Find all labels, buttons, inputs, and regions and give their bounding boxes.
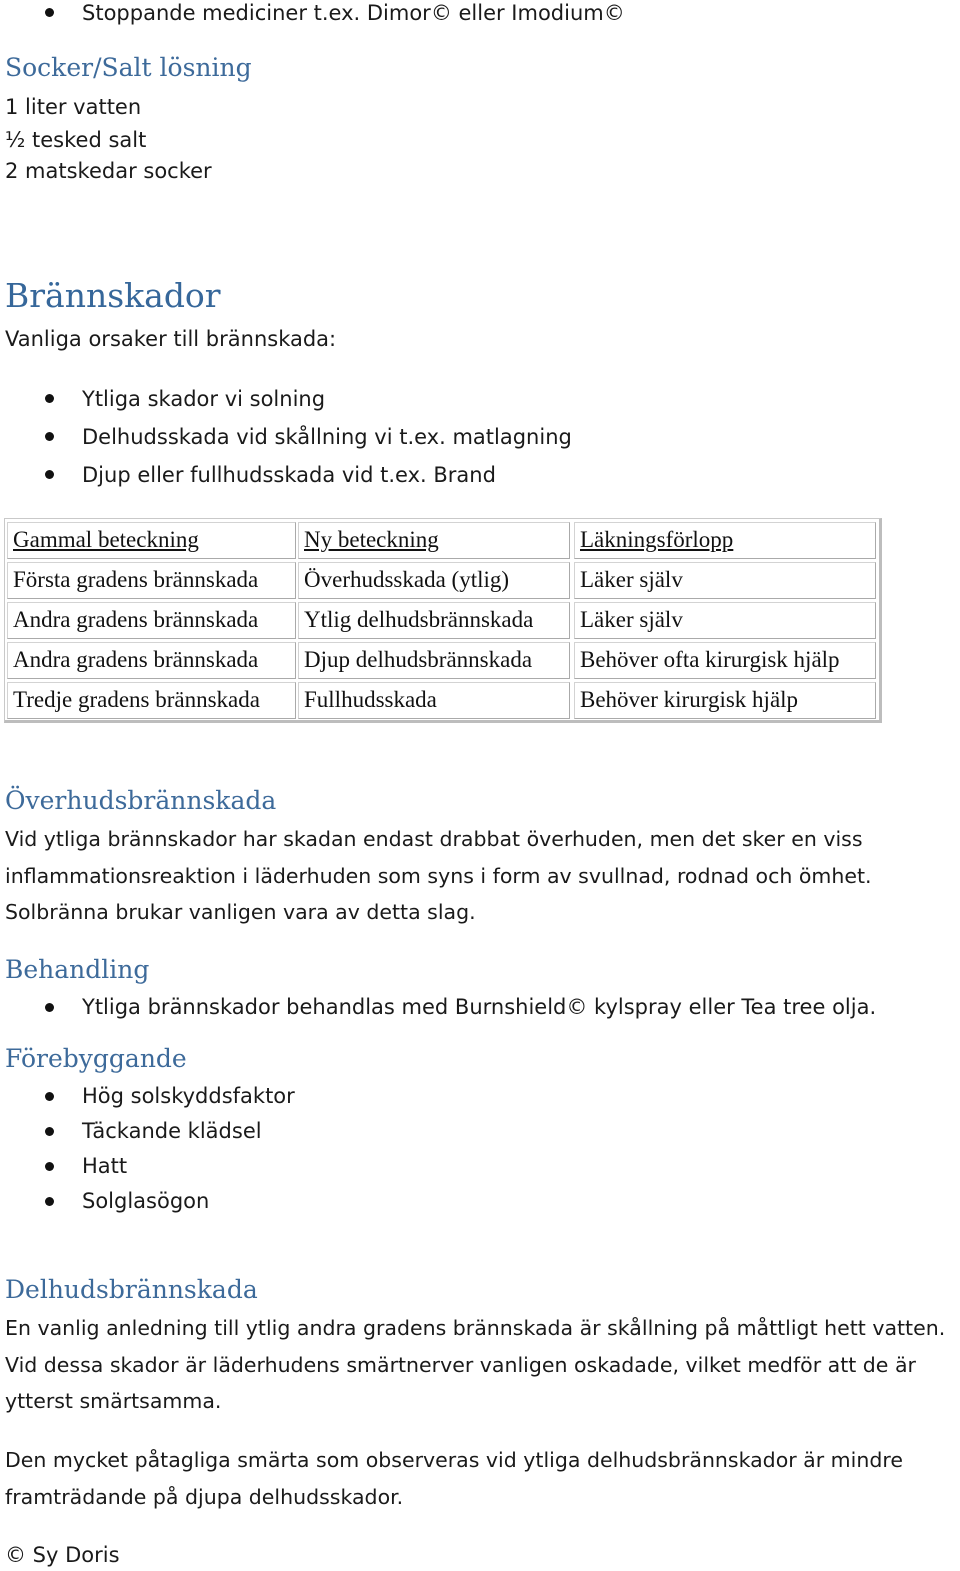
table-cell: Tredje gradens brännskada xyxy=(7,682,296,719)
section-heading: Överhudsbrännskada xyxy=(5,786,277,815)
paragraph-line: framträdande på djupa delhudsskador. xyxy=(5,1484,404,1509)
table-cell: Behöver ofta kirurgisk hjälp xyxy=(574,642,876,679)
list-bullet xyxy=(45,1197,54,1206)
paragraph xyxy=(5,1442,960,1515)
page-title: Brännskador xyxy=(5,276,221,315)
table-cell: Överhudsskada (ytlig) xyxy=(298,562,570,599)
table-cell: Läker själv xyxy=(574,602,876,639)
footer-copyright: © Sy Doris xyxy=(5,1543,120,1567)
intro-text: Vanliga orsaker till brännskada: xyxy=(5,327,337,351)
paragraph xyxy=(5,1310,960,1420)
list-bullet xyxy=(45,1092,54,1101)
paragraph-line: inflammationsreaktion i läderhuden som syns i form av svullnad, rodnad och ömhet. xyxy=(5,863,872,888)
table-cell: Andra gradens brännskada xyxy=(7,602,296,639)
paragraph-line: Vid ytliga brännskador har skadan endast drabbat överhuden, men det sker en viss xyxy=(5,827,863,851)
recipe-line: 1 liter vatten xyxy=(5,95,142,119)
list-bullet xyxy=(45,8,54,17)
list-item: Delhudsskada vid skållning vi t.ex. matlagning xyxy=(82,425,572,449)
table-header-cell: Läkningsförlopp xyxy=(574,522,876,559)
list-item: Hatt xyxy=(82,1154,128,1178)
section-heading: Socker/Salt lösning xyxy=(5,53,252,82)
section-heading: Behandling xyxy=(5,955,150,984)
table-cell: Behöver kirurgisk hjälp xyxy=(574,682,876,719)
paragraph-line: ytterst smärtsamma. xyxy=(5,1389,222,1413)
section-heading: Förebyggande xyxy=(5,1044,187,1073)
list-item: Ytliga skador vi solning xyxy=(82,387,326,411)
paragraph-line: Den mycket påtagliga smärta som observeras vid ytliga delhudsbrännskador är mindre xyxy=(5,1448,903,1472)
list-bullet xyxy=(45,1162,54,1171)
table-cell: Ytlig delhudsbrännskada xyxy=(298,602,570,639)
list-bullet xyxy=(45,1127,54,1136)
list-bullet xyxy=(45,1003,54,1012)
table-cell: Fullhudsskada xyxy=(298,682,570,719)
list-item: Täckande klädsel xyxy=(82,1119,262,1143)
recipe-line: ½ tesked salt xyxy=(5,128,147,152)
table-cell: Andra gradens brännskada xyxy=(7,642,296,679)
list-bullet xyxy=(45,394,54,403)
list-item: Ytliga brännskador behandlas med Burnshield© kylspray eller Tea tree olja. xyxy=(82,995,877,1019)
list-item: Stoppande mediciner t.ex. Dimor© eller Imodium© xyxy=(82,1,625,25)
list-item: Hög solskyddsfaktor xyxy=(82,1084,295,1108)
table-header-cell: Ny beteckning xyxy=(298,522,570,559)
list-item: Djup eller fullhudsskada vid t.ex. Brand xyxy=(82,463,496,487)
list-item: Solglasögon xyxy=(82,1189,210,1213)
paragraph-line: En vanlig anledning till ytlig andra gradens brännskada är skållning på måttligt hett vatten. xyxy=(5,1316,946,1340)
paragraph-line: Solbränna brukar vanligen vara av detta slag. xyxy=(5,900,476,924)
recipe-line: 2 matskedar socker xyxy=(5,159,212,183)
table-cell: Första gradens brännskada xyxy=(7,562,296,599)
table-header-cell: Gammal beteckning xyxy=(7,522,296,559)
section-heading: Delhudsbrännskada xyxy=(5,1275,258,1304)
table-cell: Läker själv xyxy=(574,562,876,599)
paragraph-line: Vid dessa skador är läderhudens smärtnerver vanligen oskadade, vilket medför att de är xyxy=(5,1352,916,1377)
burn-classification-table xyxy=(4,518,882,723)
paragraph xyxy=(5,821,960,931)
list-bullet xyxy=(45,432,54,441)
table-cell: Djup delhudsbrännskada xyxy=(298,642,570,679)
list-bullet xyxy=(45,470,54,479)
